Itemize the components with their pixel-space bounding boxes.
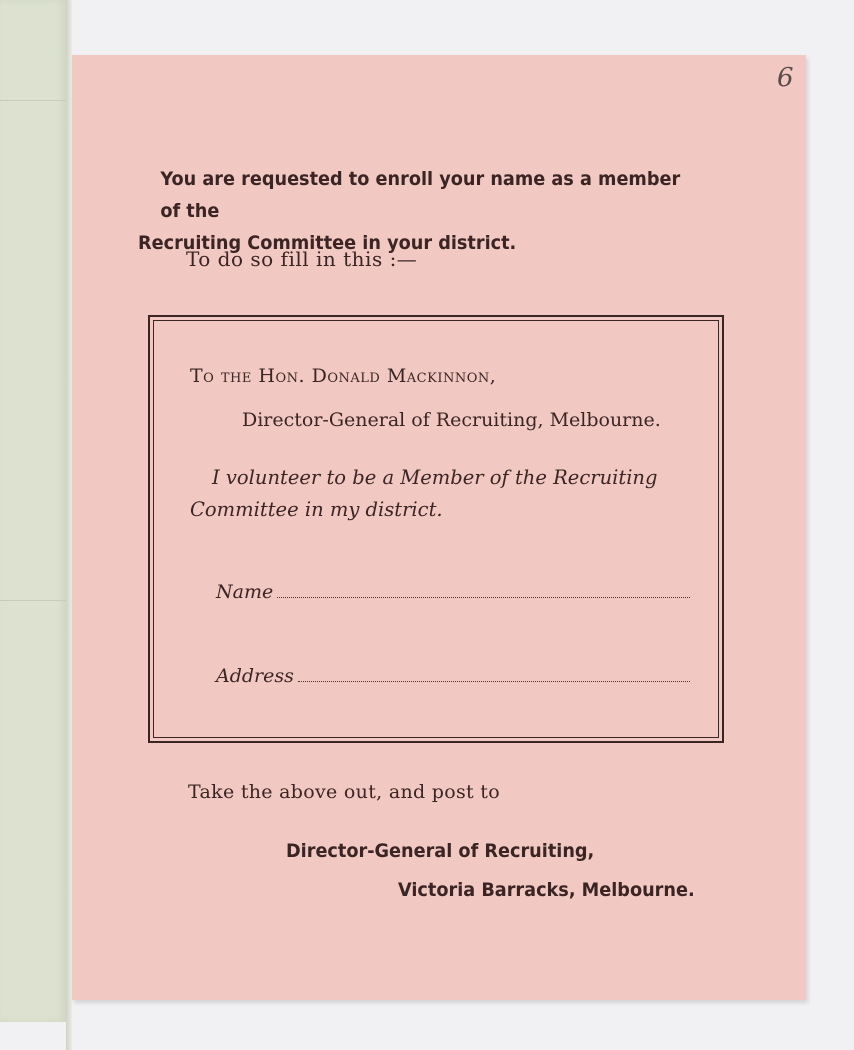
form-addressee: To the Hon. Donald Mackinnon,: [190, 365, 497, 387]
post-instruction: Take the above out, and post to: [188, 781, 500, 803]
volunteer-line-2: Committee in my district.: [190, 498, 443, 521]
name-label: Name: [216, 581, 274, 603]
address-label: Address: [216, 665, 294, 687]
fill-instruction: To do so fill in this :—: [186, 247, 418, 271]
post-recipient: Director-General of Recruiting,: [286, 840, 595, 862]
post-address: Victoria Barracks, Melbourne.: [398, 879, 695, 901]
volunteer-statement: [190, 462, 710, 526]
form-addressee-title: Director-General of Recruiting, Melbourne.: [242, 409, 661, 431]
volunteer-line-1: I volunteer to be a Member of the Recruiting: [212, 466, 658, 489]
leaflet-page: [72, 55, 806, 1000]
heading: [138, 163, 696, 259]
enrolment-form: [148, 315, 724, 743]
page-number: 6: [777, 63, 794, 93]
name-field[interactable]: [216, 579, 690, 603]
page-crease: [0, 600, 66, 601]
address-field[interactable]: [216, 663, 690, 687]
heading-line-2: Recruiting Committee in your district.: [138, 232, 517, 254]
page-crease: [0, 100, 66, 101]
heading-line-1: You are requested to enroll your name as a member of the: [160, 168, 681, 222]
adjacent-page: [0, 0, 67, 1022]
name-dotted-line[interactable]: [277, 596, 690, 598]
address-dotted-line[interactable]: [298, 680, 690, 682]
